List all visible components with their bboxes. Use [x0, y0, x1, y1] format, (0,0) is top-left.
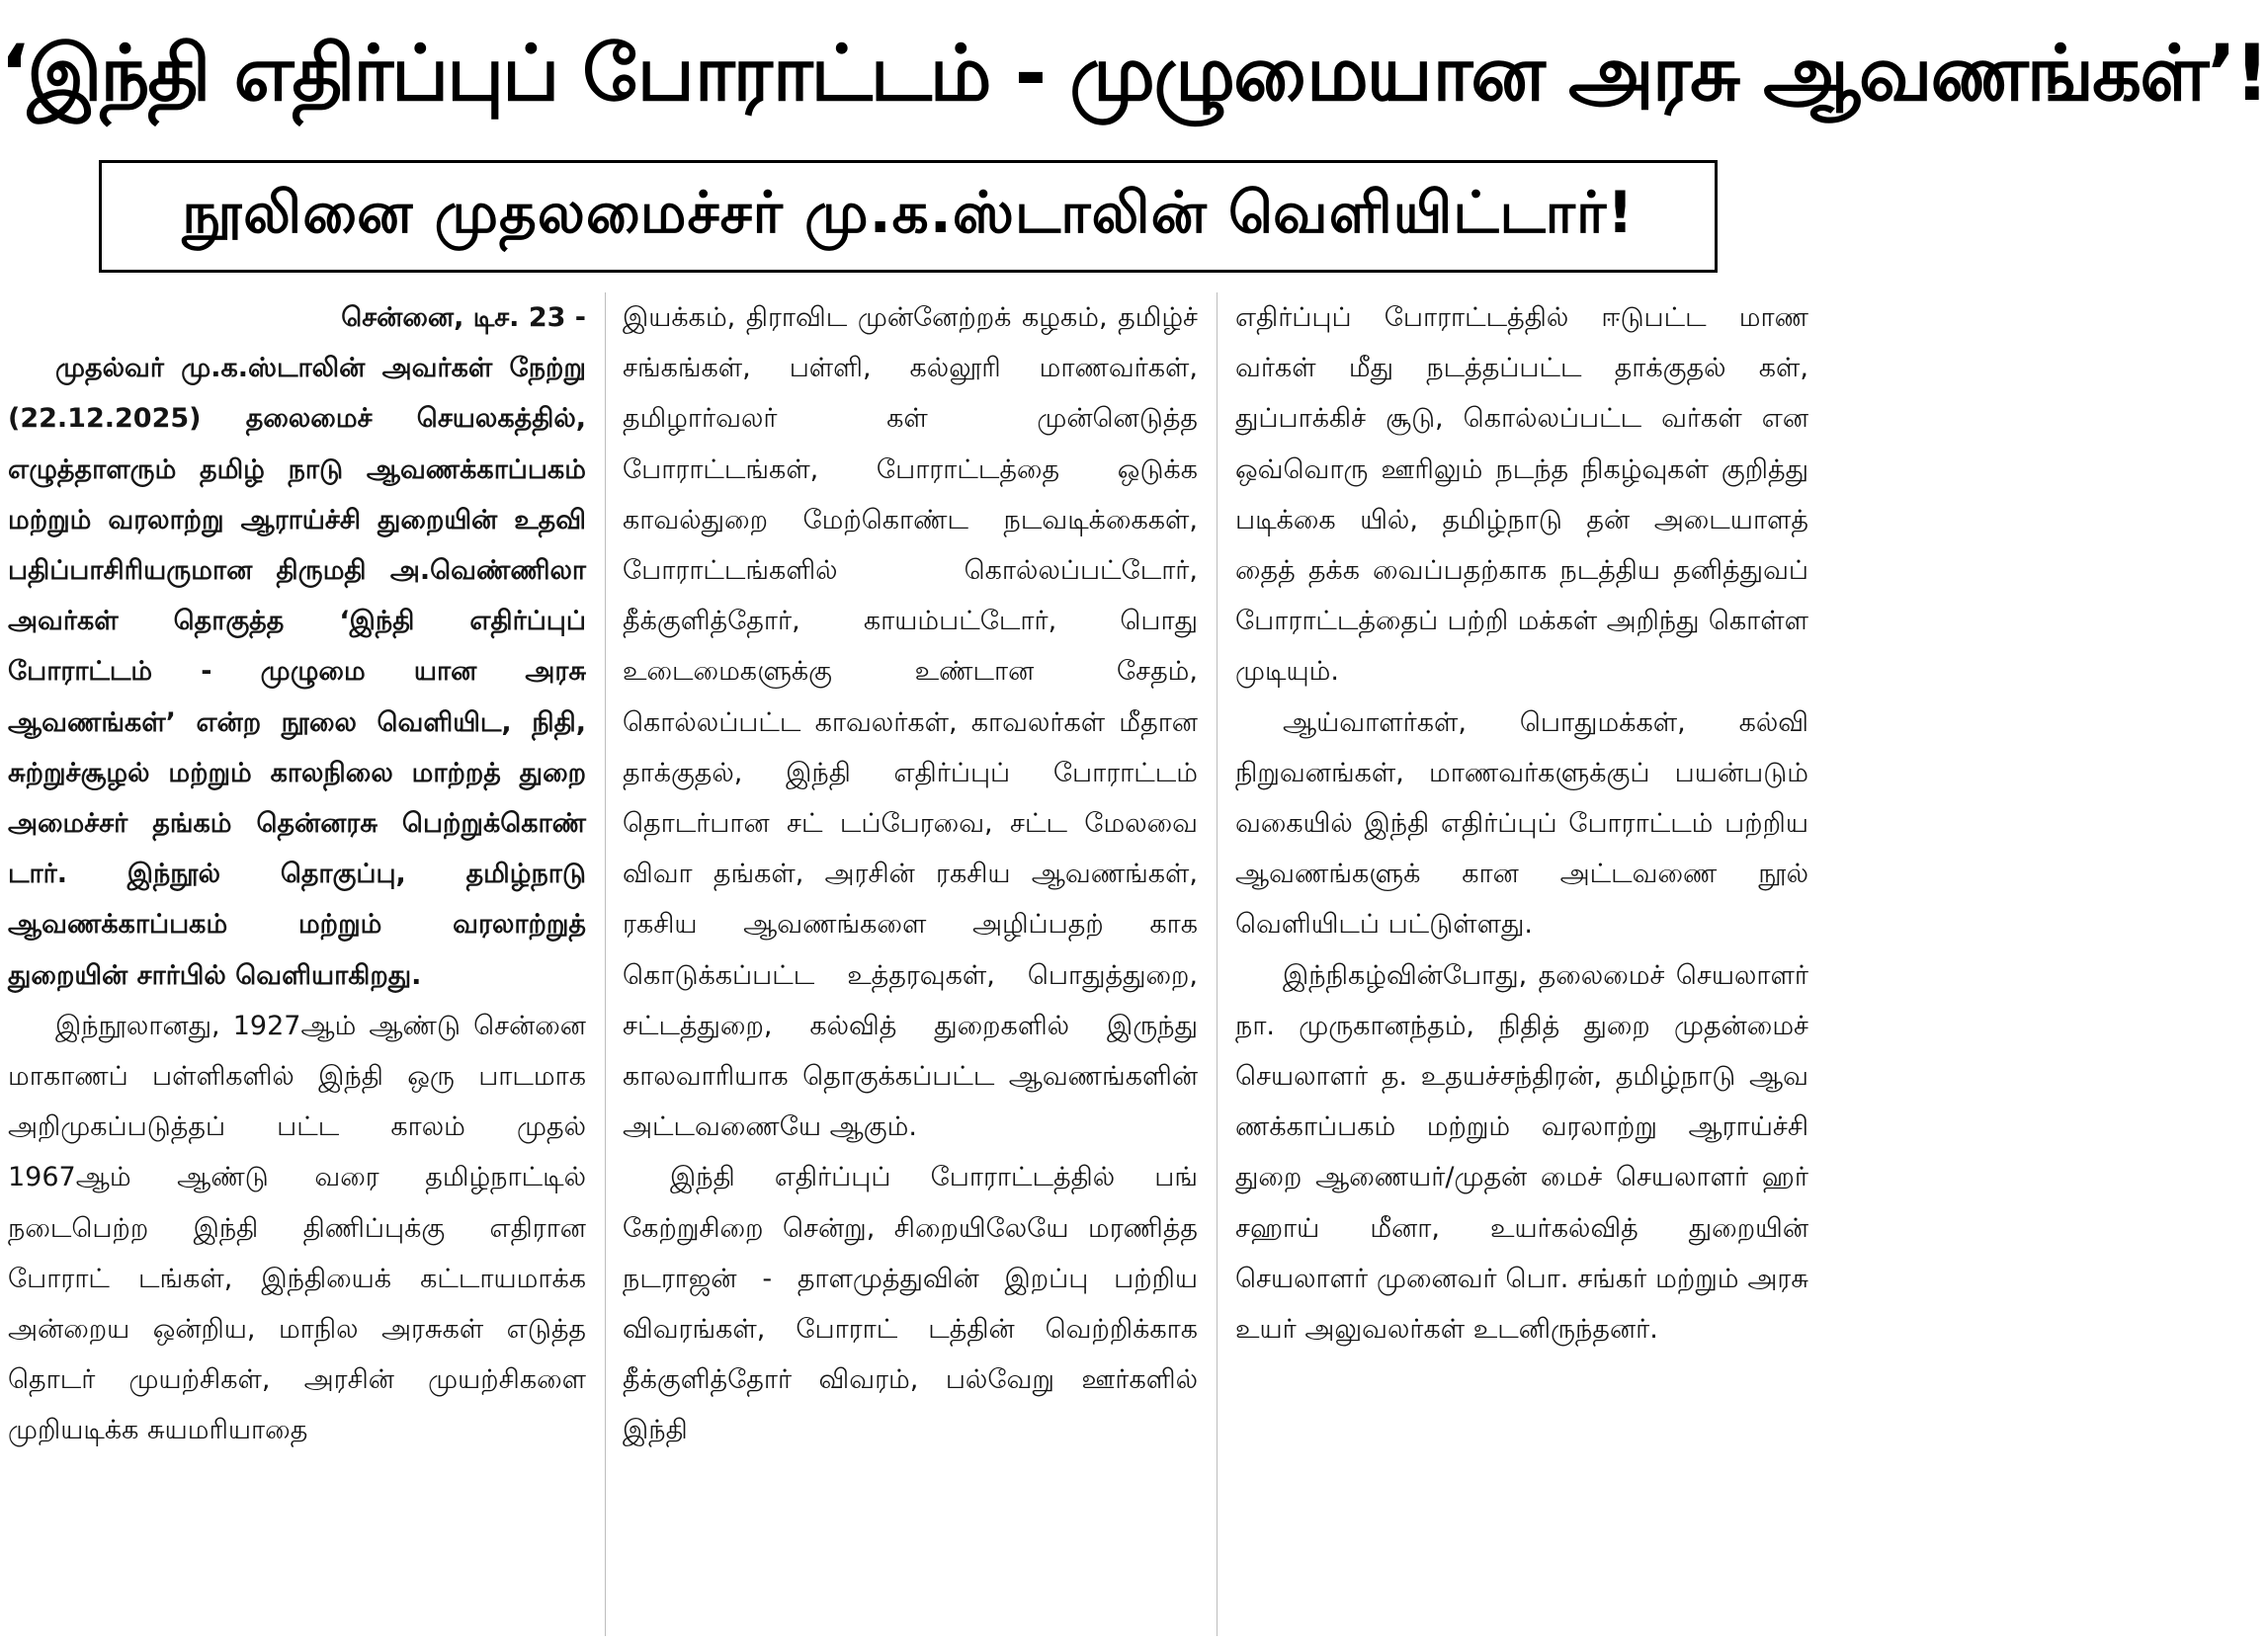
column-divider [1217, 292, 1218, 1636]
dateline: சென்னை, டிச. 23 - [341, 302, 586, 333]
body-paragraph: இந்நூலானது, 1927ஆம் ஆண்டு சென்னை மாகாணப் பள்ளிகளில் இந்தி ஒரு பாடமாக அறிமுகப்படுத்தப் பட்ட காலம் முதல் 1967ஆம் ஆண்டு வரை தமிழ்நாட்டில் நடைபெற்ற இந்தி திணிப்புக்கு எதிரான போராட் டங்கள், இந்தியைக் கட்டாயமாக்க அன்றைய ஒன்றிய, மாநில அரசுகள் எடுத்த தொடர் முயற்சிகள், அரசின் முயற்சிகளை முறியடிக்க சுயமரியாதை [8, 1010, 586, 1446]
body-paragraph: ஆய்வாளர்கள், பொதுமக்கள், கல்வி நிறுவனங்கள், மாணவர்களுக்குப் பயன்படும் வகையில் இந்தி எதிர்ப்புப் போராட்டம் பற்றிய ஆவணங்களுக் கான அட்டவணை நூல் வெளியிடப் பட்டுள்ளது. [1235, 706, 1808, 941]
article-column-3 [1235, 292, 1808, 1355]
lead-paragraph: முதல்வர் மு.க.ஸ்டாலின் அவர்கள் நேற்று (22.12.2025) தலைமைச் செயலகத்தில், எழுத்தாளரும் தமிழ் நாடு ஆவணக்காப்பகம் மற்றும் வரலாற்று ஆராய்ச்சி துறையின் உதவி பதிப்பாசிரியருமான திருமதி அ.வெண்ணிலா அவர்கள் தொகுத்த ‘இந்தி எதிர்ப்புப் போராட்டம் - முழுமை யான அரசு ஆவணங்கள்’ என்ற நூலை வெளியிட, நிதி, சுற்றுச்சூழல் மற்றும் காலநிலை மாற்றத் துறை அமைச்சர் தங்கம் தென்னரசு பெற்றுக்கொண் டார். இந்நூல் தொகுப்பு, தமிழ்நாடு ஆவணக்காப்பகம் மற்றும் வரலாற்றுத் துறையின் சார்பில் வெளியாகிறது. [8, 353, 586, 991]
body-paragraph-continued: இயக்கம், திராவிட முன்னேற்றக் கழகம், தமிழ்ச் சங்கங்கள், பள்ளி, கல்லூரி மாணவர்கள், தமிழார்வலர் கள் முன்னெடுத்த போராட்டங்கள், போராட்டத்தை ஒடுக்க காவல்துறை மேற்கொண்ட நடவடிக்கைகள், போராட்டங்களில் கொல்லப்பட்டோர், தீக்குளித்தோர், காயம்பட்டோர், பொது உடைமைகளுக்கு உண்டான சேதம், கொல்லப்பட்ட காவலர்கள், காவலர்கள் மீதான தாக்குதல், இந்தி எதிர்ப்புப் போராட்டம் தொடர்பான சட் டப்பேரவை, சட்ட மேலவை விவா தங்கள், அரசின் ரகசிய ஆவணங்கள், ரகசிய ஆவணங்களை அழிப்பதற் காக கொடுக்கப்பட்ட உத்தரவுகள், பொதுத்துறை, சட்டத்துறை, கல்வித் துறைகளில் இருந்து காலவாரியாக தொகுக்கப்பட்ட ஆவணங்களின் அட்டவணையே ஆகும். [623, 302, 1198, 1143]
subheadline-box [99, 160, 1718, 273]
body-paragraph: இந்தி எதிர்ப்புப் போராட்டத்தில் பங் கேற்றுசிறை சென்று, சிறையிலேயே மரணித்த நடராஜன் - தாளமுத்துவின் இறப்பு பற்றிய விவரங்கள், போராட் டத்தின் வெற்றிக்காக தீக்குளித்தோர் விவரம், பல்வேறு ஊர்களில் இந்தி [623, 1162, 1198, 1446]
body-paragraph: இந்நிகழ்வின்போது, தலைமைச் செயலாளர் நா. முருகானந்தம், நிதித் துறை முதன்மைச் செயலாளர் த. உதயச்சந்திரன், தமிழ்நாடு ஆவ ணக்காப்பகம் மற்றும் வரலாற்று ஆராய்ச்சி துறை ஆணையர்/முதன் மைச் செயலாளர் ஹர் சஹாய் மீனா, உயர்கல்வித் துறையின் செயலாளர் முனைவர் பொ. சங்கர் மற்றும் அரசு உயர் அலுவலர்கள் உடனிருந்தனர். [1235, 959, 1808, 1346]
body-paragraph-continued: எதிர்ப்புப் போராட்டத்தில் ஈடுபட்ட மாண வர்கள் மீது நடத்தப்பட்ட தாக்குதல் கள், துப்பாக்கிச் சூடு, கொல்லப்பட்ட வர்கள் என ஒவ்வொரு ஊரிலும் நடந்த நிகழ்வுகள் குறித்து படிக்கை யில், தமிழ்நாடு தன் அடையாளத் தைத் தக்க வைப்பதற்காக நடத்திய தனித்துவப் போராட்டத்தைப் பற்றி மக்கள் அறிந்து கொள்ள முடியும். [1235, 302, 1808, 688]
column-divider [605, 292, 606, 1636]
subheadline: நூலினை முதலமைச்சர் மு.க.ஸ்டாலின் வெளியிட்டார்! [182, 179, 1635, 246]
headline: ‘இந்தி எதிர்ப்புப் போராட்டம் - முழுமையான அரசு ஆவணங்கள்’! [0, 30, 2268, 119]
article-column-1 [8, 292, 586, 1456]
article-column-2 [623, 292, 1198, 1456]
